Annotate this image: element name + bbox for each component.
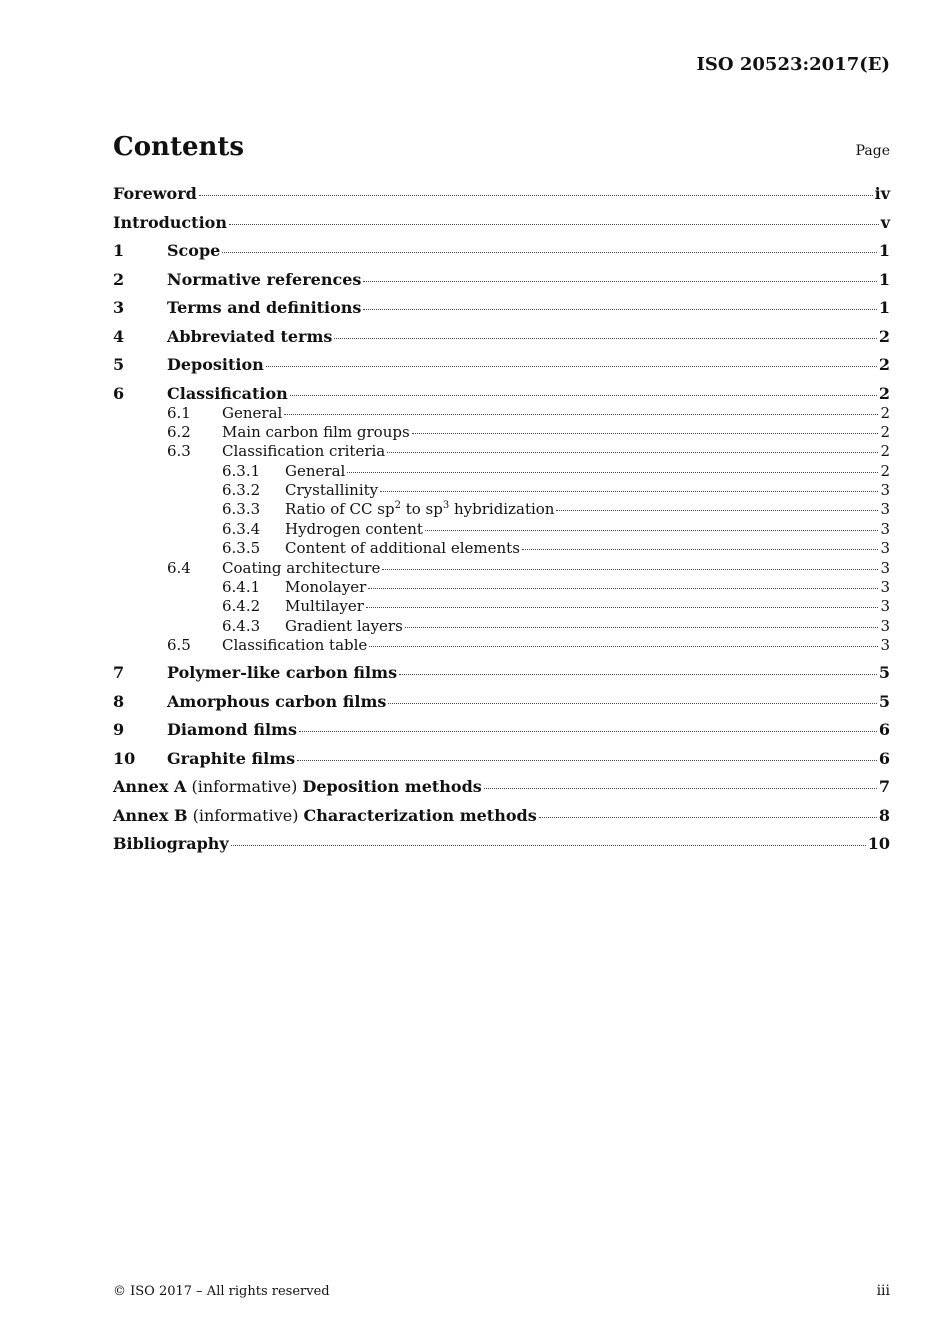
toc-entry-number: 6.3.2 <box>222 481 261 500</box>
toc-entry-title <box>113 806 537 825</box>
toc-entry-title: Classification criteria <box>222 442 386 461</box>
dot-leader <box>382 569 878 570</box>
dot-leader <box>388 703 876 704</box>
toc-entry-foreword[interactable] <box>113 184 890 213</box>
toc-entry-title: Diamond films <box>167 720 297 740</box>
toc-entry-number: 6 <box>113 383 125 403</box>
toc-entry-title: General <box>285 461 346 480</box>
toc-entry-number: 5 <box>113 355 125 374</box>
toc-entry-page: 5 <box>878 663 890 683</box>
toc-entry-page: 3 <box>880 597 890 616</box>
dot-leader <box>539 817 877 818</box>
toc-entry-title <box>113 777 482 796</box>
toc-entry-page: 6 <box>878 720 890 740</box>
toc-entry-number: 6.3.1 <box>222 461 261 480</box>
toc-entry-title: Polymer-like carbon films <box>167 663 398 683</box>
toc-entry-page: 2 <box>878 326 890 346</box>
toc-entry-number: 6.5 <box>167 636 191 655</box>
dot-leader <box>412 433 879 434</box>
toc-entry-6-1[interactable] <box>113 404 890 423</box>
dot-leader <box>405 627 879 628</box>
dot-leader <box>366 607 879 608</box>
toc-entry-title: Terms and definitions <box>167 298 362 317</box>
dot-leader <box>199 195 873 196</box>
toc-entry-number: 6.4.1 <box>222 578 261 597</box>
toc-entry-6-3[interactable] <box>113 442 890 461</box>
annex-title: Characterization methods <box>303 805 537 825</box>
annex-title: Deposition methods <box>302 777 482 797</box>
toc-entry-page: 2 <box>880 403 890 422</box>
toc-entry-title: Foreword <box>113 184 197 203</box>
toc-entry-title: Hydrogen content <box>285 519 423 538</box>
dot-leader <box>363 309 876 310</box>
toc-entry-title: Classification table <box>222 636 368 655</box>
toc-entry-title: Deposition <box>167 355 264 374</box>
toc-entry-page: 3 <box>880 578 890 597</box>
toc-entry-9[interactable] <box>113 720 890 749</box>
toc-entry-page: 1 <box>878 298 890 317</box>
toc-entry-title: Coating architecture <box>222 558 381 577</box>
toc-entry-page: 5 <box>878 691 890 711</box>
toc-entry-title: Main carbon film groups <box>222 422 410 441</box>
toc-entry-5[interactable] <box>113 355 890 384</box>
toc-entry-title: Crystallinity <box>285 481 379 500</box>
dot-leader <box>484 788 877 789</box>
toc-entry-title: Introduction <box>113 212 227 232</box>
toc-entry-6[interactable] <box>113 384 890 404</box>
toc-entry-6-4-3[interactable] <box>113 617 890 636</box>
toc-entry-6-3-5[interactable] <box>113 539 890 558</box>
toc-entry-6-4-1[interactable] <box>113 578 890 597</box>
dot-leader <box>399 674 877 675</box>
toc-entry-number: 6.4.2 <box>222 597 261 616</box>
toc-entry-page: 10 <box>867 834 890 854</box>
title-part: hybridization <box>449 500 555 519</box>
toc-entry-page: 1 <box>878 241 890 260</box>
dot-leader <box>297 760 877 761</box>
dot-leader <box>425 530 879 531</box>
toc-entry-title: Scope <box>167 241 221 260</box>
toc-entry-page: 3 <box>880 558 890 577</box>
toc-entry-page: 8 <box>878 805 890 825</box>
toc-entry-title: Graphite films <box>167 748 296 768</box>
toc-entry-page: 2 <box>878 355 890 374</box>
toc-entry-title <box>285 500 554 518</box>
annex-note: (informative) <box>187 805 304 825</box>
toc-entry-number: 2 <box>113 269 125 289</box>
toc-entry-page: 3 <box>880 616 890 635</box>
dot-leader <box>334 338 876 339</box>
toc-entry-3[interactable] <box>113 298 890 327</box>
dot-leader <box>222 252 877 253</box>
dot-leader <box>290 395 877 396</box>
toc-entry-6-3-4[interactable] <box>113 520 890 539</box>
dot-leader <box>363 281 876 282</box>
toc-entry-title: Content of additional elements <box>285 539 520 558</box>
toc-entry-introduction[interactable] <box>113 213 890 242</box>
toc-entry-number: 1 <box>113 241 125 260</box>
toc-entry-title: General <box>222 403 283 422</box>
dot-leader <box>231 845 866 846</box>
toc-entry-6-4-2[interactable] <box>113 597 890 616</box>
copyright-notice: © ISO 2017 – All rights reserved <box>113 1284 330 1299</box>
toc-entry-4[interactable] <box>113 327 890 356</box>
toc-entry-page: 6 <box>878 748 890 768</box>
dot-leader <box>347 472 878 473</box>
toc-entry-page: 3 <box>880 539 890 558</box>
toc-entry-number: 8 <box>113 691 125 711</box>
toc-entry-page: 1 <box>878 269 890 289</box>
toc-entry-number: 6.4.3 <box>222 616 261 635</box>
title-part: Ratio of CC sp <box>285 500 395 519</box>
toc-entry-title: Abbreviated terms <box>167 326 333 346</box>
toc-entry-number: 9 <box>113 720 125 740</box>
toc-entry-page: 2 <box>880 422 890 441</box>
superscript: 3 <box>442 500 450 512</box>
toc-entry-10[interactable] <box>113 749 890 778</box>
table-of-contents <box>113 184 890 863</box>
dot-leader <box>369 646 878 647</box>
page-column-label: Page <box>855 143 890 159</box>
toc-entry-page: 3 <box>880 500 890 519</box>
toc-entry-page: 3 <box>880 481 890 500</box>
toc-entry-number: 3 <box>113 298 125 317</box>
toc-entry-title: Monolayer <box>285 578 367 597</box>
toc-entry-page: 2 <box>878 383 890 403</box>
toc-entry-6-3-3[interactable] <box>113 500 890 519</box>
toc-entry-number: 6.3.4 <box>222 519 261 538</box>
toc-entry-6-3-2[interactable] <box>113 481 890 500</box>
toc-entry-title: Gradient layers <box>285 616 403 635</box>
toc-entry-number: 6.1 <box>167 403 191 422</box>
toc-entry-bibliography[interactable] <box>113 834 890 863</box>
toc-entry-title: Multilayer <box>285 597 364 616</box>
toc-entry-page: 7 <box>878 777 890 797</box>
toc-entry-6-4[interactable] <box>113 559 890 578</box>
toc-entry-page: 2 <box>880 442 890 461</box>
annex-label: Annex A <box>113 777 187 797</box>
superscript: 2 <box>394 500 401 512</box>
toc-entry-title: Classification <box>167 383 288 403</box>
toc-entry-6-2[interactable] <box>113 423 890 442</box>
toc-entry-number: 6.4 <box>167 558 191 577</box>
toc-entry-6-3-1[interactable] <box>113 462 890 481</box>
toc-entry-title: Normative references <box>167 269 362 289</box>
toc-entry-page: 2 <box>880 461 890 480</box>
dot-leader <box>266 366 877 367</box>
toc-entry-title: Bibliography <box>113 834 229 854</box>
toc-entry-annex-a[interactable] <box>113 777 890 806</box>
toc-entry-2[interactable] <box>113 270 890 299</box>
dot-leader <box>387 452 878 453</box>
toc-entry-number: 6.3.5 <box>222 539 261 558</box>
toc-entry-number: 6.3 <box>167 442 191 461</box>
contents-heading: Contents <box>113 132 245 162</box>
dot-leader <box>299 731 877 732</box>
toc-entry-annex-b[interactable] <box>113 806 890 835</box>
toc-entry-number: 7 <box>113 663 125 683</box>
toc-entry-7[interactable] <box>113 663 890 692</box>
toc-entry-number: 10 <box>113 748 136 768</box>
toc-entry-8[interactable] <box>113 692 890 721</box>
toc-entry-number: 4 <box>113 326 125 346</box>
toc-entry-6-5[interactable] <box>113 636 890 663</box>
document-id: ISO 20523:2017(E) <box>696 54 890 75</box>
dot-leader <box>556 510 878 511</box>
title-part: to sp <box>400 500 443 519</box>
toc-entry-title: Amorphous carbon films <box>167 691 387 711</box>
toc-entry-page: iv <box>874 184 890 203</box>
dot-leader <box>522 549 879 550</box>
annex-label: Annex B <box>113 805 188 825</box>
toc-entry-page: v <box>880 212 890 232</box>
toc-entry-1[interactable] <box>113 241 890 270</box>
toc-entry-page: 3 <box>880 519 890 538</box>
dot-leader <box>368 588 878 589</box>
toc-entry-number: 6.3.3 <box>222 500 261 519</box>
dot-leader <box>229 224 879 225</box>
page-number: iii <box>876 1283 890 1299</box>
annex-note: (informative) <box>186 777 303 797</box>
dot-leader <box>380 491 878 492</box>
dot-leader <box>284 414 878 415</box>
toc-entry-page: 3 <box>880 636 890 655</box>
toc-entry-number: 6.2 <box>167 422 191 441</box>
